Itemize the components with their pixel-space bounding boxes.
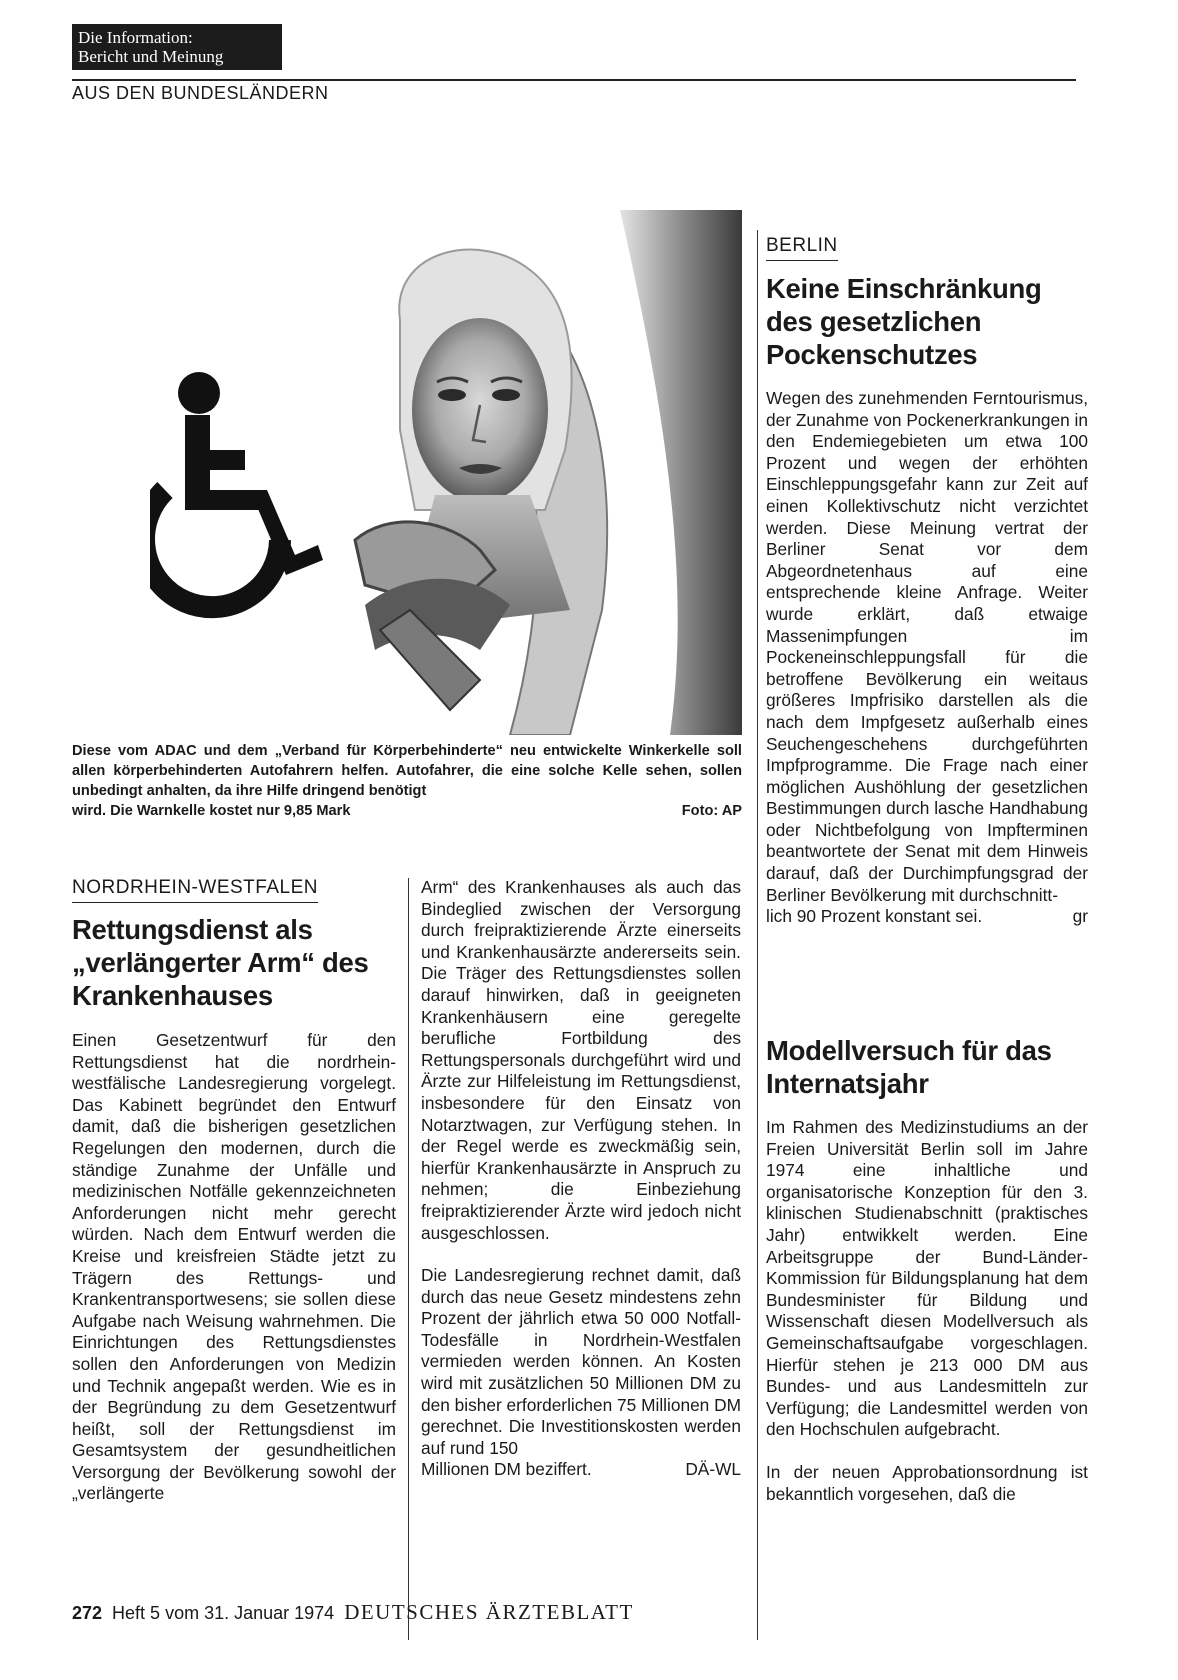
caption-last-line [72, 801, 742, 821]
article-body-column [72, 1030, 396, 1505]
issue-info: Heft 5 vom 31. Januar 1974 [112, 1603, 335, 1623]
header-rule [72, 79, 1076, 81]
section-label: AUS DEN BUNDESLÄNDERN [72, 83, 329, 103]
article-paragraph: Arm“ des Krankenhauses als auch das Bindeglied zwischen der Versorgung durch freipraktizierende Ärzte einerseits und Krankenhausärzte andererseits sein. Die Träger des Rettungsdienstes sollen darauf hinwirken, daß in geeigneten Krankenhäusern eine geregelte berufliche Fortbildung des Rettungspersonals durchgeführt wird und Ärzte zur Hilfeleistung im Rettungsdienst, insbesondere für den Einsatz von Notarztwagen, zur Verfügung stehen. In der Regel werde es zweckmäßig sein, hierfür Krankenhausärzte in Anspruch zu nehmen; die Einbeziehung freipraktizierender Ärzte wird jedoch nicht ausgeschlossen. [421, 877, 741, 1243]
article-paragraph: In der neuen Approbationsordnung ist bekanntlich vorgesehen, daß die [766, 1461, 1088, 1504]
author-signature: DÄ-WL [685, 1459, 741, 1480]
article-body-column [766, 388, 1088, 928]
author-signature: gr [1072, 906, 1088, 927]
photo-caption [72, 741, 742, 821]
article-body-column [421, 877, 741, 1481]
article-body-column [766, 1117, 1088, 1505]
caption-text-end: wird. Die Warnkelle kostet nur 9,85 Mark [72, 803, 351, 819]
article-paragraph: Im Rahmen des Medizinstudiums an der Freien Universität Berlin soll im Jahre 1974 eine inhaltliche und organisatorische Konzeption für den 3. klinischen Studienabschnitt (praktisches Jahr) entwikkelt werden. Eine Arbeitsgruppe der Bund-Länder-Kommission für Bildungsplanung hat dem Bundesminister für Bildung und Wissenschaft diesen Modellversuch als Gemeinschaftsaufgabe vorgeschlagen. Hierfür stehen je 213 000 DM aus Bundes- und aus Landesmitteln zur Verfügung; die Landesmittel werden von den Hochschulen aufgebracht. [766, 1117, 1088, 1440]
column-rule [408, 878, 409, 1640]
article-last-line [766, 906, 1088, 928]
masthead-line-2: Bericht und Meinung [78, 47, 224, 66]
masthead [72, 24, 282, 70]
page-number: 272 [72, 1603, 103, 1623]
article-kicker: BERLIN [766, 235, 838, 261]
article-paragraph-end: Millionen DM beziffert. [421, 1459, 592, 1480]
article-paragraph [421, 1265, 741, 1481]
article-paragraph [766, 388, 1088, 928]
article-kicker: NORDRHEIN-WESTFALEN [72, 877, 318, 903]
article-paragraph: Einen Gesetzentwurf für den Rettungsdienst hat die nordrhein-westfälische Landesregierung vorgelegt. Das Kabinett begründet den Entwurf damit, daß die bisherigen gesetzlichen Regelungen den modernen, durch die ständige Zunahme der Unfälle und medizinischen Notfälle gekennzeichneten Anforderungen nicht mehr gerecht würden. Nach dem Entwurf werden die Kreise und kreisfreien Städte jetzt zu Trägern des Rettungs- und Krankentransportwesens; sie sollen diese Aufgabe nach Weisung wahrnehmen. Die Einrichtungen des Rettungsdienstes sollen den Anforderungen von Medizin und Technik angepaßt werden. Wie es in der Begründung zu dem Gesetzentwurf heißt, soll der Rettungsdienst im Gesamtsystem der gesundheitlichen Versorgung der Bevölkerung sowohl der „verlängerte [72, 1030, 396, 1504]
article-last-line [421, 1459, 741, 1481]
article-paragraph-text: Wegen des zunehmenden Ferntourismus, der Zunahme von Pockenerkrankungen in den Endemiegebieten um etwa 100 Prozent und wegen der erhöhten Einschleppungsgefahr kann zur Zeit auf einen Kollektivschutz nicht verzichtet werden. Diese Meinung vertrat der Berliner Senat vor dem Abgeordnetenhaus auf eine entsprechende kleine Anfrage. Weiter wurde erklärt, daß etwaige Massenimpfungen im Pockeneinschleppungsfall für die betroffene Bevölkerung ein weitaus größeres Impfrisiko darstellen als die nach dem Impfgesetz außerhalb eines Seuchengeschehens durchgeführten Impfprogramme. Die Frage nach einer möglichen Aushöhlung der gesetzlichen Bestimmungen durch lasche Handhabung oder Nichtbefolgung von Impfterminen beantwortete der Senat mit dem Hinweis darauf, daß der Durchimpfungsgrad der Berliner Bevölkerung mit durchschnitt- [766, 388, 1088, 905]
photo-credit: Foto: AP [681, 803, 742, 819]
caption-text: Diese vom ADAC und dem „Verband für Körperbehinderte“ neu entwickelte Winkerkelle soll allen körperbehinderten Autofahrern helfen. Autofahrer, die eine solche Kelle sehen, sollen unbedingt anhalten, da ihre Hilfe dringend benötigt [72, 743, 742, 799]
column-rule [757, 230, 758, 1640]
article-headline: Rettungsdienst als „verlängerter Arm“ des Krankenhauses [72, 914, 369, 1011]
photo [150, 210, 742, 735]
page-footer [72, 1600, 634, 1625]
article-headline: Modellversuch für das Internatsjahr [766, 1035, 1052, 1099]
photo-image [150, 210, 742, 735]
article-headline: Keine Einschränkung des gesetzlichen Pockenschutzes [766, 273, 1042, 370]
journal-name: DEUTSCHES ÄRZTEBLATT [344, 1600, 634, 1624]
article-paragraph-end: lich 90 Prozent konstant sei. [766, 906, 983, 927]
article-paragraph-text: Die Landesregierung rechnet damit, daß durch das neue Gesetz mindestens zehn Prozent der jährlich etwa 50 000 Notfall-Todesfälle in Nordrhein-Westfalen vermieden werden können. An Kosten wird mit zusätzlichen 50 Millionen DM zu den bisher erforderlichen 75 Millionen DM gerechnet. Die Investitionskosten werden auf rund 150 [421, 1265, 741, 1458]
masthead-line-1: Die Information: [78, 28, 193, 47]
